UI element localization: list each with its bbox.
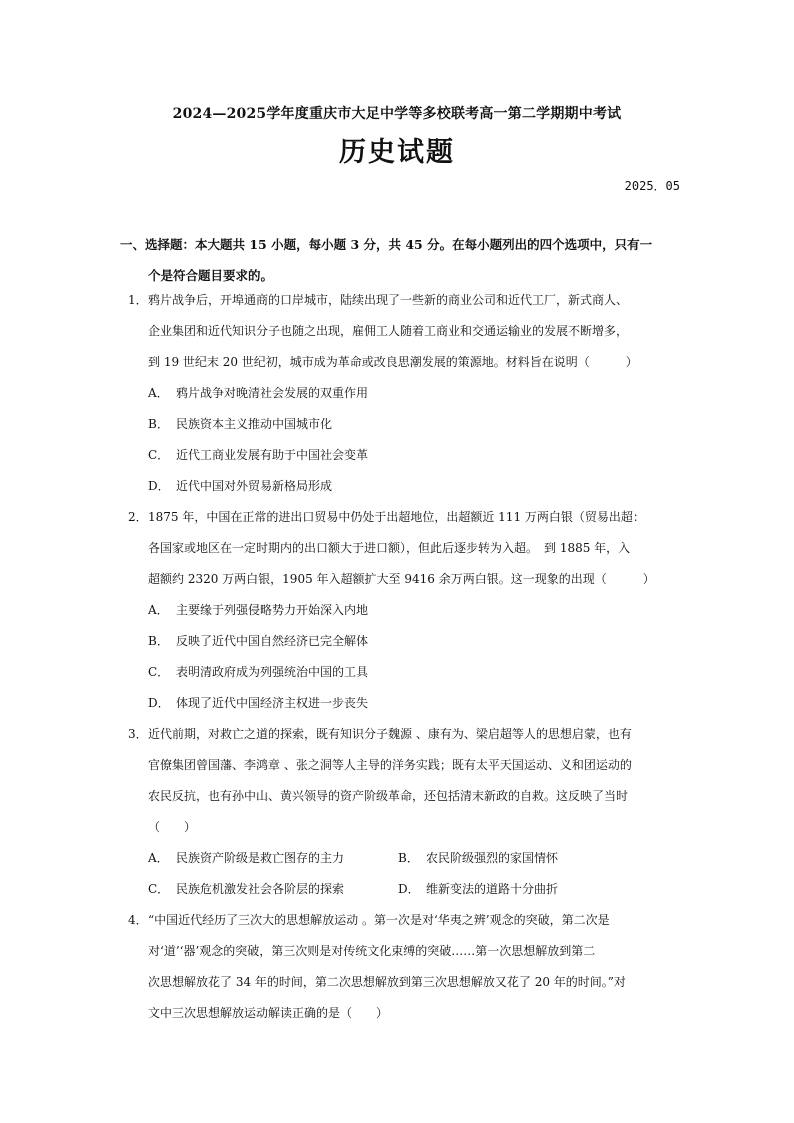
question-stem-line — [120, 502, 690, 533]
option-letter: B． — [398, 851, 419, 865]
question-stem-line: 到 19 世纪末 20 世纪初，城市成为革命或改良思潮发展的策源地。材料旨在说明（ ） — [148, 355, 638, 369]
option-letter: B． — [148, 417, 169, 431]
option-text: 主要缘于列强侵略势力开始深入内地 — [176, 603, 369, 617]
option-c[interactable] — [120, 440, 690, 471]
question-stem-text: 鸦片战争后，开埠通商的口岸城市，陆续出现了一些新的商业公司和近代工厂，新式商人、 — [148, 293, 629, 307]
option-text: 近代工商业发展有助于中国社会变革 — [176, 448, 369, 462]
option-letter: C． — [148, 665, 170, 679]
option-text: 民族危机激发社会各阶层的探索 — [176, 882, 345, 896]
question-stem-line — [120, 285, 690, 316]
option-d[interactable] — [120, 471, 690, 502]
option-letter: D． — [148, 696, 170, 710]
option-text: 反映了近代中国自然经济已完全解体 — [176, 634, 369, 648]
option-letter: A． — [148, 603, 169, 617]
option-text: 民族资本主义推动中国城市化 — [176, 417, 333, 431]
option-d[interactable] — [120, 688, 690, 719]
question-number: 4． — [128, 913, 148, 927]
question-stem-line: 各国家或地区在一定时期内的出口额大于进口额），但此后逐步转为入超。 到 1885 年，入 — [148, 541, 631, 555]
option-text: 表明清政府成为列强统治中国的工具 — [176, 665, 369, 679]
option-c[interactable] — [120, 657, 690, 688]
question-number: 3． — [128, 727, 148, 741]
option-text: 近代中国对外贸易新格局形成 — [176, 479, 333, 493]
question-stem-line — [120, 719, 690, 750]
option-a[interactable] — [120, 595, 690, 626]
option-letter: B． — [148, 634, 169, 648]
option-letter: D． — [148, 479, 170, 493]
question-3 — [120, 719, 690, 905]
question-stem-line: 对‘道’‘器’观念的突破，第三次则是对传统文化束缚的突破……第一次思想解放到第二 — [148, 944, 596, 958]
option-letter: C． — [148, 882, 170, 896]
question-number: 1． — [128, 293, 148, 307]
option-a[interactable] — [148, 843, 398, 874]
option-letter: A． — [148, 851, 169, 865]
option-letter: C． — [148, 448, 170, 462]
option-text: 民族资产阶级是救亡图存的主力 — [176, 851, 345, 865]
question-stem-line: 超额约 2320 万两白银，1905 年入超额扩大至 9416 余万两白银。这一现象的出现（ ） — [148, 572, 655, 586]
option-text: 体现了近代中国经济主权进一步丧失 — [176, 696, 369, 710]
option-text: 鸦片战争对晚清社会发展的双重作用 — [176, 386, 369, 400]
question-stem-line: 农民反抗，也有孙中山、黄兴领导的资产阶级革命，还包括清末新政的自救。这反映了当时 — [148, 789, 629, 803]
question-stem-text: 1875 年，中国在正常的进出口贸易中仍处于出超地位，出超额近 111 万两白银（贸易出超： — [148, 510, 645, 524]
option-c[interactable] — [148, 874, 398, 905]
option-row — [120, 843, 690, 874]
section-instruction-line-1: 一、选择题：本大题共 15 小题，每小题 3 分，共 45 分。在每小题列出的四个选项中，只有一 — [120, 237, 653, 252]
answer-bracket: （ ） — [148, 820, 197, 834]
option-b[interactable] — [120, 409, 690, 440]
question-stem-line — [120, 905, 690, 936]
question-number: 2． — [128, 510, 148, 524]
question-stem-line: 官僚集团曾国藩、李鸿章 、张之洞等人主导的洋务实践；既有太平天国运动、义和团运动的 — [148, 758, 632, 772]
question-stem-text: 近代前期，对救亡之道的探索，既有知识分子魏源 、康有为、梁启超等人的思想启蒙，也有 — [148, 727, 632, 741]
section-instruction-line-2: 个是符合题目要求的。 — [148, 268, 274, 283]
subject-title: 历史试题 — [339, 137, 455, 168]
option-b[interactable] — [120, 626, 690, 657]
question-stem-text: “中国近代经历了三次大的思想解放运动 。第一次是对‘华夷之辨’观念的突破，第二次是 — [148, 913, 610, 927]
question-4 — [120, 905, 690, 1029]
question-stem-line: 企业集团和近代知识分子也随之出现，雇佣工人随着工商业和交通运输业的发展不断增多， — [148, 324, 629, 338]
section-header — [120, 229, 680, 291]
option-letter: D． — [398, 882, 420, 896]
question-stem-line: 次思想解放花了 34 年的时间，第二次思想解放到第三次思想解放又花了 20 年的时间。”对 — [148, 975, 626, 989]
option-b[interactable] — [398, 843, 648, 874]
question-2 — [120, 502, 690, 719]
option-d[interactable] — [398, 874, 648, 905]
option-row — [120, 874, 690, 905]
option-a[interactable] — [120, 378, 690, 409]
option-text: 维新变法的道路十分曲折 — [426, 882, 559, 896]
option-letter: A． — [148, 386, 169, 400]
question-stem-line: 文中三次思想解放运动解读正确的是（ ） — [148, 1006, 389, 1020]
question-list — [120, 285, 690, 1029]
exam-date: 2025．05 — [624, 179, 680, 193]
option-text: 农民阶级强烈的家国情怀 — [426, 851, 559, 865]
question-1 — [120, 285, 690, 502]
exam-title: 2024—2025学年度重庆市大足中学等多校联考高一第二学期期中考试 — [172, 106, 622, 122]
